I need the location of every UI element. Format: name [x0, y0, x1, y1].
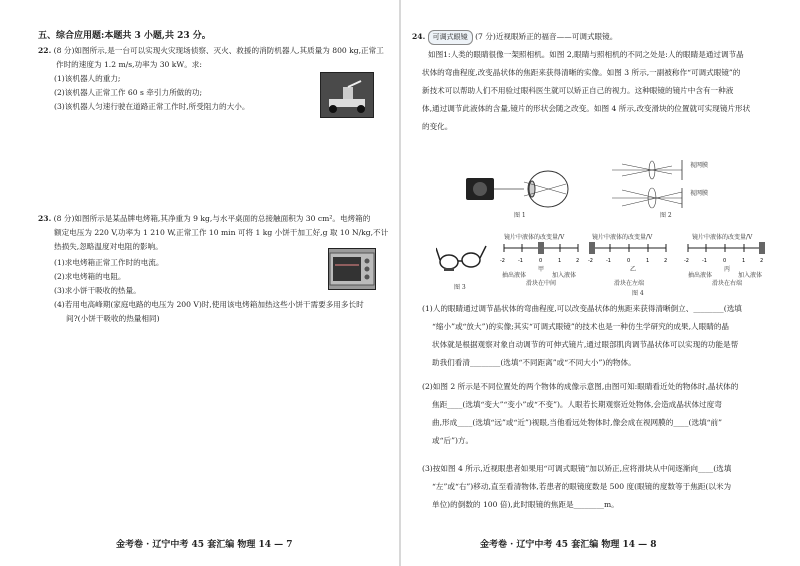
q22-text1: (8 分)如图所示,是一台可以实现火灾现场侦察、灭火、救援的消防机器人,其质量为 800 kg,正常工 — [53, 46, 384, 55]
q23-sub4b: 间?(小饼干吸收的热量相同) — [66, 314, 160, 323]
q23-line2: 额定电压为 220 V,功率为 1 210 W,正常工作 10 min 可将 1 kg 小饼干加工好,g 取 10 N/kg,不计 — [54, 228, 389, 237]
gauge-c-note-in: 加入液体 — [738, 272, 763, 279]
figure-3-caption: 图 3 — [454, 284, 466, 291]
gauge-a-tick-2: 0 — [539, 258, 543, 264]
q24-part2-line1: (2)如图 2 所示是不同位置处的两个物体的成像示意图,由图可知:眼睛看近处的物体时,晶状体的 — [422, 382, 739, 391]
gauge-b-tick-3: 1 — [646, 258, 650, 264]
q23-sub4a: (4)若用电高峰期(家庭电路的电压为 200 V)时,使用该电烤箱加热这些小饼干需要多用多长时 — [54, 300, 364, 309]
gauge-c-label: 丙 — [724, 266, 731, 273]
gauge-c-caption: 滑块在右端 — [712, 280, 743, 287]
gauge-c-tick-4: 2 — [760, 258, 764, 264]
q23-sub3: (3)求小饼干吸收的热量。 — [54, 286, 141, 295]
gauge-b-tick-1: -1 — [606, 258, 611, 264]
gauge-a-caption: 滑块在中间 — [526, 280, 557, 287]
q22-line2: 作时的速度为 1.2 m/s,功率为 30 kW。求: — [56, 60, 202, 69]
figure-2-retina-label-1: 视网膜 — [690, 162, 709, 169]
gauge-c-tick-3: 1 — [742, 258, 746, 264]
q24-part1-line4: 助我们看清________(选填“不同距离”或“不同大小”)的物体。 — [432, 358, 636, 367]
gauge-a-note-out: 抽出液体 — [502, 272, 527, 279]
gauge-c-tick-1: -1 — [702, 258, 707, 264]
q24-part2-line3: 曲,形成____(选填“远”或“近”)视眼,当他看远处物体时,像会成在视网膜的____(选填“前” — [432, 418, 723, 427]
gauge-a-tick-0: -2 — [500, 258, 505, 264]
robot-illustration — [321, 73, 373, 117]
q24-number: 24. — [412, 32, 426, 41]
figure-4-caption: 图 4 — [632, 290, 644, 297]
q22-sub3: (3)该机器人匀速行驶在道路正常工作时,所受阻力的大小。 — [54, 102, 250, 111]
q24-para4: 体,通过调节此液体的含量,镜片的形状会随之改变。如图 4 所示,改变滑块的位置就可实现镜片形状 — [422, 104, 751, 113]
gauge-a-slider — [538, 242, 544, 254]
footer-left: 金考卷 · 辽宁中考 45 套汇编 物理 14 — 7 — [116, 540, 293, 550]
gauge-a-title: 镜片中液体的改变量/V — [504, 234, 565, 241]
footer-right: 金考卷 · 辽宁中考 45 套汇编 物理 14 — 8 — [480, 540, 657, 550]
q24-tag: 可调式眼镜 — [428, 30, 473, 45]
gauge-b-slider — [589, 242, 595, 254]
gauge-b-title: 镜片中液体的改变量/V — [592, 234, 653, 241]
gauge-c-slider — [759, 242, 765, 254]
q24-part3-line2: “左”或“右”)移动,直至看清物体,若患者的眼镜度数是 500 度(眼镜的度数等于焦距(以米为 — [432, 482, 732, 491]
gauge-b-label: 乙 — [630, 266, 637, 273]
oven-illustration — [329, 249, 375, 289]
q23-text1: (8 分)如图所示是某品牌电烤箱,其净重为 9 kg,与水平桌面的总接触面积为 30 cm²。电烤箱的 — [53, 214, 371, 223]
q24-part3-line1: (3)按如图 4 所示,近视眼患者如果用“可调式眼镜”加以矫正,应将滑块从中间逐渐向____(选填 — [422, 464, 732, 473]
gauge-a-tick-4: 2 — [576, 258, 580, 264]
q24-part2-line4: 或“后”)方。 — [432, 436, 474, 445]
robot-photo — [320, 72, 374, 118]
figure-2-retina-label-2: 视网膜 — [690, 190, 709, 197]
q22-sub1: (1)该机器人的重力; — [54, 74, 121, 83]
q22-line1 — [38, 44, 384, 57]
gauge-a-note-in: 加入液体 — [552, 272, 577, 279]
gauge-a-tick-3: 1 — [558, 258, 562, 264]
q24-para3: 新技术可以帮助人们不用验过眼科医生就可以矫正自己的视力。这种眼镜的镜片中含有一种液 — [422, 86, 734, 95]
q22-sub2: (2)该机器人正常工作 60 s 牵引力所做的功; — [54, 88, 203, 97]
q24-part1-line3: 状体就是根据观察对象自动调节的可伸式镜片,通过眼部肌肉调节晶状体可以实现的功能是帮 — [432, 340, 739, 349]
q24-part3-line3: 单位)的倒数的 100 倍),此时眼镜的焦距是________m。 — [432, 500, 619, 509]
page-divider — [399, 0, 401, 566]
q23-sub1: (1)求电烤箱正常工作时的电流。 — [54, 258, 164, 267]
q23-line1 — [38, 212, 370, 225]
q23-sub2: (2)求电烤箱的电阻。 — [54, 272, 126, 281]
gauge-c-title: 镜片中液体的改变量/V — [692, 234, 753, 241]
q23-number: 23. — [38, 214, 52, 223]
gauge-c-tick-0: -2 — [684, 258, 689, 264]
gauge-b-tick-0: -2 — [588, 258, 593, 264]
figure-1-caption: 图 1 — [514, 212, 526, 219]
right-page — [402, 0, 800, 566]
q24-header — [412, 30, 617, 45]
gauge-b-tick-2: 0 — [627, 258, 631, 264]
q24-para1: 如图1:人类的眼睛很像一架照相机。如图 2,眼睛与照相机的不同之处是:人的眼睛是通过调节晶 — [428, 50, 744, 59]
gauge-a-tick-1: -1 — [518, 258, 523, 264]
figure-1-camera-eye — [464, 168, 576, 216]
oven-photo — [328, 248, 376, 290]
gauge-b-tick-4: 2 — [664, 258, 668, 264]
left-page — [0, 0, 398, 566]
gauge-c-note-out: 抽出液体 — [688, 272, 713, 279]
q24-part2-line2: 焦距____(选填“变大”“变小”或“不变”)。人眼若长期观察近处物体,会造成晶状体过度弯 — [432, 400, 722, 409]
q22-number: 22. — [38, 46, 52, 55]
section-title: 五、综合应用题:本题共 3 小题,共 23 分。 — [38, 31, 211, 41]
q24-part1-line1: (1)人的眼睛通过调节晶状体的弯曲程度,可以改变晶状体的焦距来获得清晰倒立、________(选填 — [422, 304, 742, 313]
gauge-c-tick-2: 0 — [723, 258, 727, 264]
gauge-a-label: 甲 — [538, 266, 545, 273]
q24-head: (7 分)近视眼矫正的福音——可调式眼镜。 — [475, 32, 618, 41]
q23-line3: 热损失,忽略温度对电阻的影响。 — [54, 242, 163, 251]
figure-3-adjustable-glasses — [436, 242, 488, 276]
q24-para2: 状体的弯曲程度,改变晶状体的焦距来获得清晰的实像。如图 3 所示,一副被称作“可调式眼镜”的 — [422, 68, 741, 77]
q24-part1-line2: “缩小”或“放大”)的实像;其实“可调式眼镜”的技术也是一种仿生学研究的成果,人眼睛的晶 — [432, 322, 730, 331]
gauge-b-scale — [588, 240, 670, 268]
gauge-b-caption: 滑块在左端 — [614, 280, 645, 287]
q24-para5: 的变化。 — [422, 122, 453, 131]
figure-2-caption: 图 2 — [660, 212, 672, 219]
